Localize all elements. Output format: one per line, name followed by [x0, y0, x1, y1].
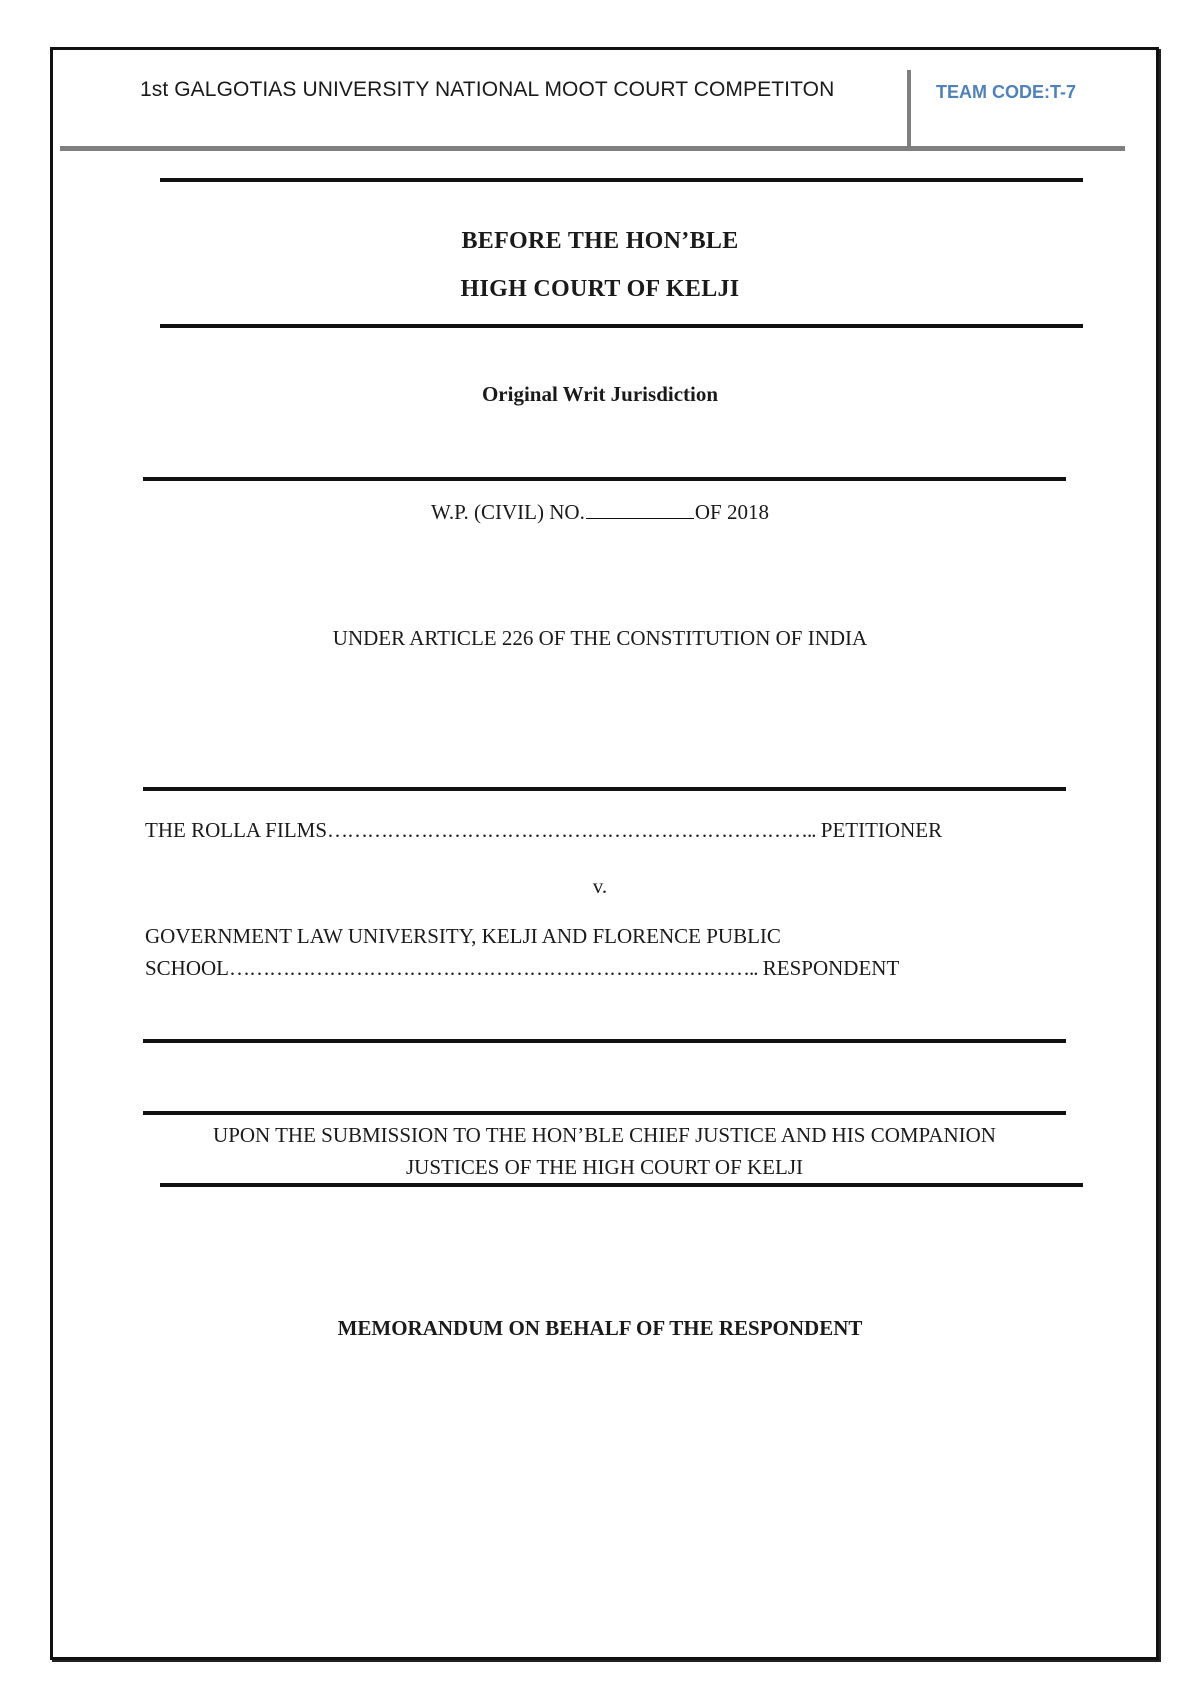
header-rule	[60, 146, 1125, 151]
court-line-2: HIGH COURT OF KELJI	[460, 276, 740, 302]
submission-rule-bottom	[160, 1183, 1083, 1187]
petition-prefix: W.P. (CIVIL) NO.	[431, 500, 585, 524]
team-code: TEAM CODE:T-7	[936, 82, 1077, 102]
respondent-role: RESPONDENT	[757, 956, 900, 980]
competition-title: 1st GALGOTIAS UNIVERSITY NATIONAL MOOT COURT COMPETITON	[140, 78, 835, 101]
respondent-leader: ……………………………………………………………………..	[229, 956, 758, 980]
parties-rule-bottom	[143, 1039, 1066, 1043]
petition-number-blank	[586, 517, 694, 519]
memorandum-title: MEMORANDUM ON BEHALF OF THE RESPONDENT	[337, 1316, 863, 1340]
jurisdiction-heading: Original Writ Jurisdiction	[481, 382, 719, 406]
petition-rule	[143, 477, 1066, 481]
court-line-1: BEFORE THE HON’BLE	[461, 228, 739, 254]
petitioner-leader: ………………………………………………………………..	[327, 818, 816, 842]
respondent-name-2: SCHOOL	[145, 956, 230, 980]
submission-rule-top	[143, 1111, 1066, 1115]
petitioner-line	[145, 818, 942, 843]
petitioner-name: THE ROLLA FILMS	[145, 818, 328, 842]
respondent-line-1: GOVERNMENT LAW UNIVERSITY, KELJI AND FLORENCE PUBLIC	[145, 924, 781, 948]
submission-line-1: UPON THE SUBMISSION TO THE HON’BLE CHIEF JUSTICE AND HIS COMPANION	[213, 1123, 996, 1147]
submission-line-2: JUSTICES OF THE HIGH COURT OF KELJI	[406, 1155, 803, 1179]
petitioner-role: PETITIONER	[815, 818, 943, 842]
versus-text: v.	[592, 874, 608, 898]
parties-rule-top	[143, 787, 1066, 791]
court-rule-top	[160, 178, 1083, 182]
petition-suffix: OF 2018	[694, 500, 769, 524]
article-text: UNDER ARTICLE 226 OF THE CONSTITUTION OF INDIA	[332, 626, 868, 650]
court-rule-bottom	[160, 324, 1083, 328]
header-divider	[907, 70, 911, 150]
respondent-line-2	[145, 956, 899, 981]
petition-number	[140, 500, 1060, 525]
